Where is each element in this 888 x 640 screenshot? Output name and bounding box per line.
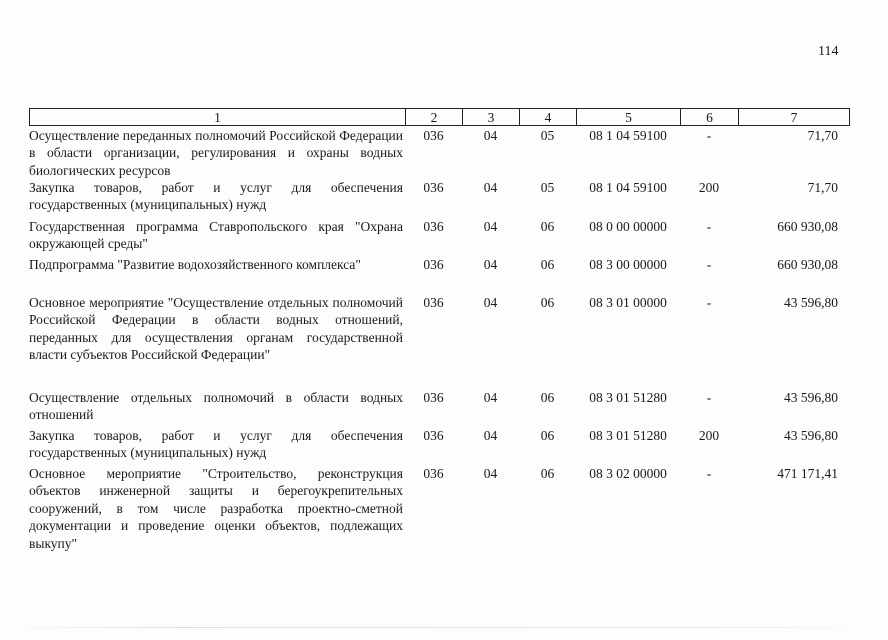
row-amount: 660 930,08 xyxy=(777,257,838,272)
header-col-3: 3 xyxy=(462,108,519,126)
header-col-1: 1 xyxy=(29,108,405,126)
row-name: Основное мероприятие "Осуществление отдельных полномочий Российской Федерации в области водных отношений, переданных для осуществления органам государственной власти субъектов Российской Федерации" xyxy=(29,295,403,363)
header-col-2: 2 xyxy=(405,108,462,126)
row-amount: 43 596,80 xyxy=(784,390,838,405)
header-col-5: 5 xyxy=(576,108,680,126)
row-expense-type: 200 xyxy=(698,180,720,195)
row-section: 04 xyxy=(483,428,498,443)
row-target: 08 0 00 00000 xyxy=(589,219,667,234)
row-name: Осуществление отдельных полномочий в области водных отношений xyxy=(29,390,403,423)
page-number: 114 xyxy=(818,44,839,59)
row-name: Основное мероприятие "Строительство, реконструкция объектов инженерной защиты и берегоукрепительных сооружений, в том числе разработка проектно-сметной документации и проведение оценки объектов, подлежащих выкупу" xyxy=(29,466,403,551)
row-name: Подпрограмма "Развитие водохозяйственного комплекса" xyxy=(29,257,361,272)
table-row xyxy=(29,427,850,465)
row-amount: 660 930,08 xyxy=(777,219,838,234)
row-amount: 71,70 xyxy=(807,128,838,143)
header-col-4: 4 xyxy=(519,108,576,126)
row-section: 04 xyxy=(483,180,498,195)
table-row xyxy=(29,256,850,294)
row-target: 08 1 04 59100 xyxy=(589,180,667,195)
row-subsection: 05 xyxy=(540,180,555,195)
row-name: Закупка товаров, работ и услуг для обеспечения государственных (муниципальных) нужд xyxy=(29,180,403,213)
row-target: 08 3 01 00000 xyxy=(589,295,667,310)
row-subsection: 06 xyxy=(540,390,555,405)
row-name: Государственная программа Ставропольского края "Охрана окружающей среды" xyxy=(29,219,403,252)
table-row xyxy=(29,465,850,557)
row-target: 08 3 01 51280 xyxy=(589,428,667,443)
row-expense-type: - xyxy=(706,295,712,310)
row-amount: 43 596,80 xyxy=(784,295,838,310)
row-code: 036 xyxy=(423,180,444,195)
row-code: 036 xyxy=(423,390,444,405)
row-expense-type: - xyxy=(706,219,712,234)
row-code: 036 xyxy=(423,257,444,272)
row-subsection: 05 xyxy=(540,128,555,143)
row-expense-type: 200 xyxy=(698,428,720,443)
table-row xyxy=(29,389,850,427)
row-code: 036 xyxy=(423,219,444,234)
row-target: 08 1 04 59100 xyxy=(589,128,667,143)
row-code: 036 xyxy=(423,295,444,310)
row-amount: 43 596,80 xyxy=(784,428,838,443)
header-col-6: 6 xyxy=(680,108,738,126)
row-code: 036 xyxy=(423,428,444,443)
row-target: 08 3 01 51280 xyxy=(589,390,667,405)
table-header-row xyxy=(29,108,850,126)
row-amount: 71,70 xyxy=(807,180,838,195)
row-subsection: 06 xyxy=(540,295,555,310)
row-expense-type: - xyxy=(706,128,712,143)
header-col-7: 7 xyxy=(738,108,850,126)
table-row xyxy=(29,179,850,218)
row-target: 08 3 00 00000 xyxy=(589,257,667,272)
row-section: 04 xyxy=(483,128,498,143)
row-subsection: 06 xyxy=(540,219,555,234)
row-section: 04 xyxy=(483,390,498,405)
row-code: 036 xyxy=(423,466,444,481)
row-section: 04 xyxy=(483,257,498,272)
row-expense-type: - xyxy=(706,257,712,272)
row-name: Осуществление переданных полномочий Российской Федерации в области организации, регулирования и охраны водных биологических ресурсов xyxy=(29,128,403,178)
row-section: 04 xyxy=(483,219,498,234)
row-subsection: 06 xyxy=(540,257,555,272)
row-section: 04 xyxy=(483,295,498,310)
row-expense-type: - xyxy=(706,466,712,481)
row-amount: 471 171,41 xyxy=(777,466,838,481)
row-target: 08 3 02 00000 xyxy=(589,466,667,481)
row-expense-type: - xyxy=(706,390,712,405)
row-subsection: 06 xyxy=(540,428,555,443)
budget-table xyxy=(29,108,850,557)
table-row xyxy=(29,294,850,389)
table-row xyxy=(29,218,850,256)
row-code: 036 xyxy=(423,128,444,143)
row-subsection: 06 xyxy=(540,466,555,481)
row-section: 04 xyxy=(483,466,498,481)
table-row xyxy=(29,127,850,179)
row-name: Закупка товаров, работ и услуг для обеспечения государственных (муниципальных) нужд xyxy=(29,428,403,461)
scan-edge-line xyxy=(0,627,888,628)
